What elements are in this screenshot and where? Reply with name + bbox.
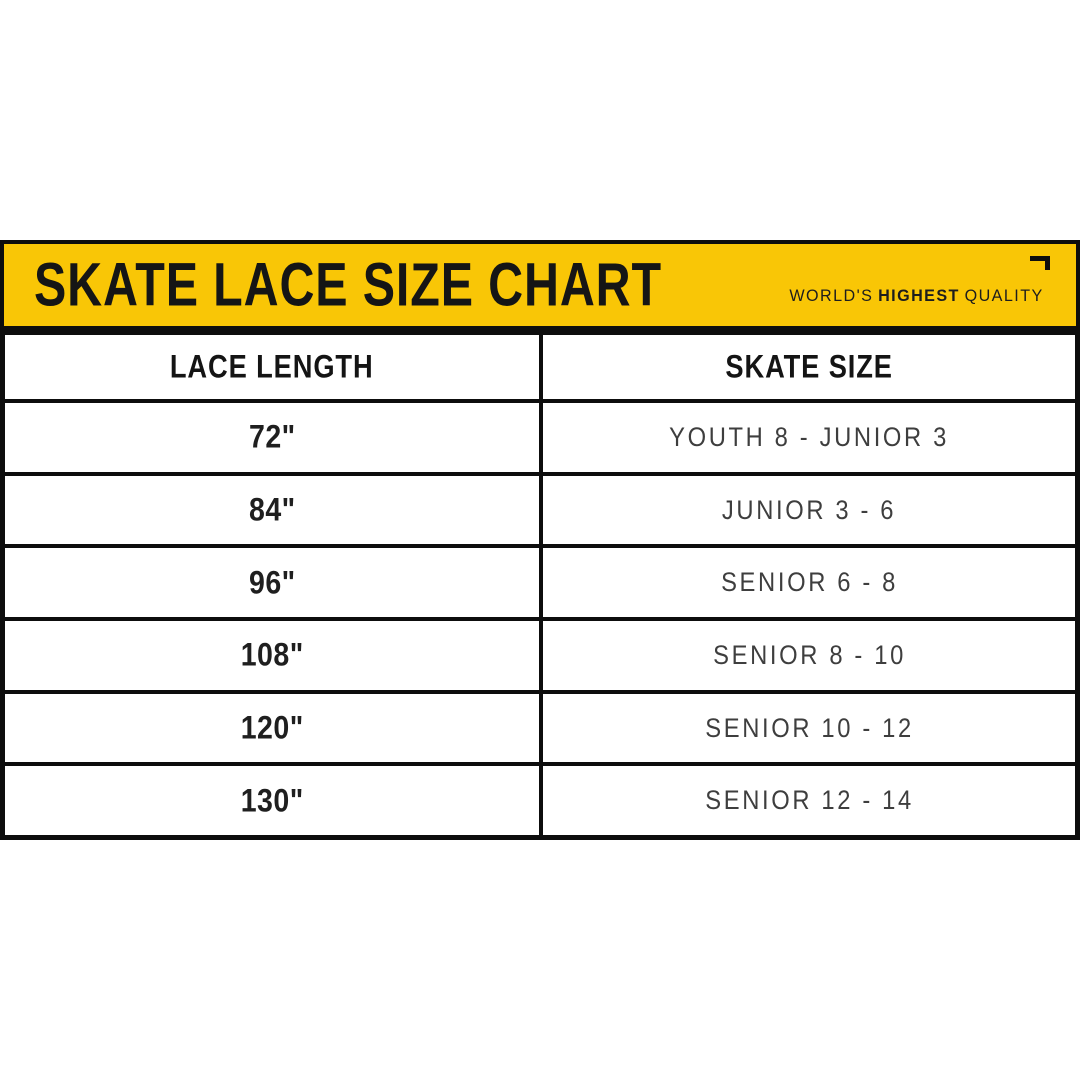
table-row <box>5 766 1075 835</box>
column-header-label: LACE LENGTH <box>170 348 374 385</box>
column-header-label: SKATE SIZE <box>725 348 893 385</box>
header-cell-skate-size <box>543 335 1075 399</box>
tagline-prefix: WORLD'S <box>789 286 874 305</box>
table-header-row <box>5 335 1075 403</box>
skate-size-cell <box>543 621 1075 690</box>
skate-size-value: JUNIOR 3 - 6 <box>721 494 897 525</box>
tagline-suffix: QUALITY <box>964 286 1044 305</box>
skate-size-cell <box>543 476 1075 545</box>
lace-length-cell <box>5 548 543 617</box>
skate-size-cell <box>543 548 1075 617</box>
skate-size-cell <box>543 694 1075 763</box>
lace-length-cell <box>5 621 543 690</box>
table-row <box>5 476 1075 549</box>
lace-length-cell <box>5 766 543 835</box>
lace-length-value: 84" <box>248 491 296 528</box>
lace-length-value: 120" <box>240 709 304 746</box>
corner-bracket-icon <box>1030 256 1050 270</box>
skate-size-value: SENIOR 12 - 14 <box>704 785 914 816</box>
table-row <box>5 694 1075 767</box>
table-row <box>5 621 1075 694</box>
skate-size-value: SENIOR 10 - 12 <box>704 712 914 743</box>
table-row <box>5 548 1075 621</box>
lace-length-value: 130" <box>240 781 304 819</box>
skate-size-value: YOUTH 8 - JUNIOR 3 <box>669 421 950 452</box>
title-banner <box>0 240 1080 330</box>
lace-length-cell <box>5 694 543 763</box>
skate-size-cell <box>543 403 1075 472</box>
table-row <box>5 403 1075 476</box>
lace-length-cell <box>5 403 543 472</box>
header-cell-lace-length <box>5 335 543 399</box>
size-chart-table <box>0 330 1080 840</box>
lace-length-value: 108" <box>240 636 304 674</box>
skate-size-value: SENIOR 8 - 10 <box>712 639 906 670</box>
skate-size-cell <box>543 766 1075 835</box>
brand-tagline <box>790 286 1044 306</box>
skate-size-value: SENIOR 6 - 8 <box>720 567 898 598</box>
lace-length-cell <box>5 476 543 545</box>
tagline-bold: HIGHEST <box>878 286 961 305</box>
lace-length-value: 96" <box>248 563 296 601</box>
page-title: SKATE LACE SIZE CHART <box>34 250 662 320</box>
lace-length-value: 72" <box>248 418 296 456</box>
